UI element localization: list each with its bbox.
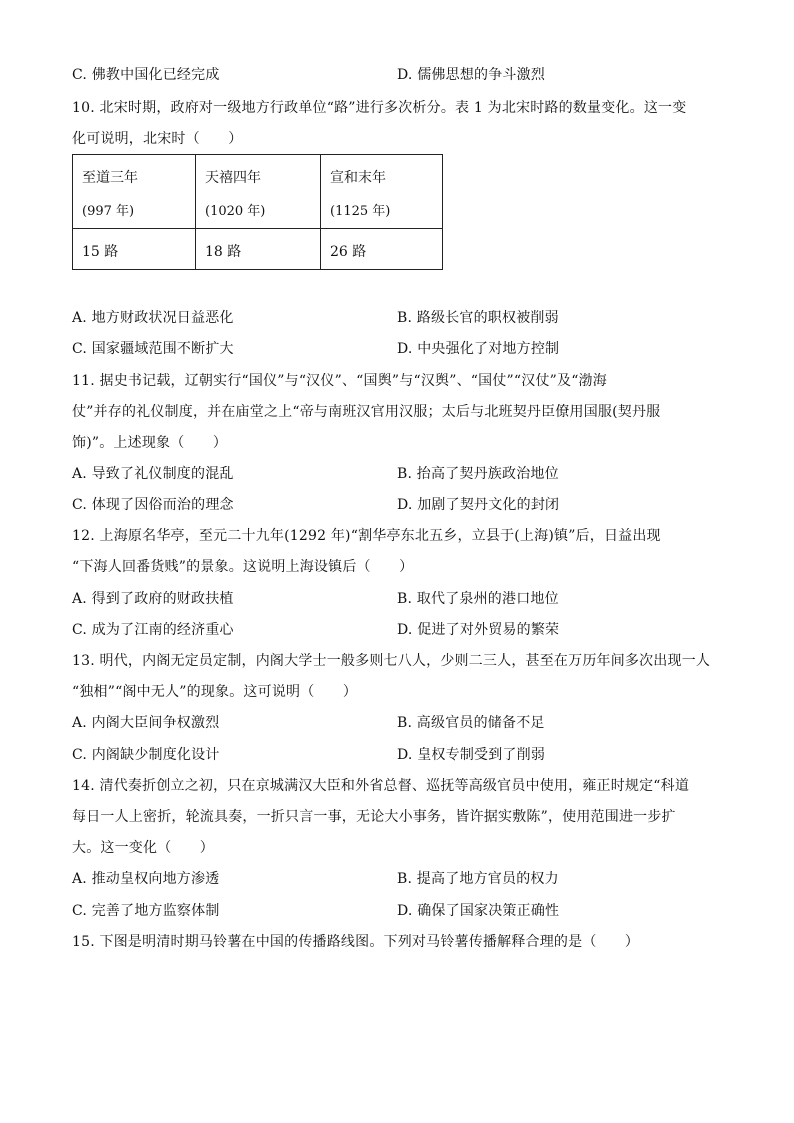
- header-era-name: 天禧四年: [205, 170, 261, 186]
- header-era-name: 至道三年: [82, 170, 138, 186]
- table-cell: 26 路: [321, 229, 443, 270]
- q14-stem-line-1: 14. 清代奏折创立之初，只在京城满汉大臣和外省总督、巡抚等高级官员中使用，雍正时规定“科道: [72, 778, 690, 794]
- q14-stem-line-2: 每日一人上密折，轮流具奏，一折只言一事，无论大小事务，皆许据实敷陈”，使用范围进一步扩: [72, 809, 676, 825]
- table-header-row: [73, 155, 443, 229]
- q11-option-d: D. 加剧了契丹文化的封闭: [397, 497, 560, 513]
- q11-option-b: B. 抬高了契丹族政治地位: [397, 466, 559, 482]
- q11-stem-line-2: 仗”并存的礼仪制度，并在庙堂之上“帝与南班汉官用汉服；太后与北班契丹臣僚用国服(契丹服: [72, 404, 661, 420]
- q12-stem-line-2: “下海人回番货贱”的景象。这说明上海设镇后（ ）: [72, 559, 414, 575]
- q13-stem-line-2: “独相”“阁中无人”的现象。这可说明（ ）: [72, 684, 358, 700]
- q10-option-b: B. 路级长官的职权被削弱: [397, 310, 559, 326]
- header-year: (1020 年): [205, 204, 266, 219]
- q12-stem-line-1: 12. 上海原名华亭，至元二十九年(1292 年)“割华亭东北五乡，立县于(上海)镇”后，日益出现: [72, 528, 661, 544]
- q13-option-d: D. 皇权专制受到了削弱: [397, 747, 546, 763]
- table-header-cell: [321, 155, 443, 229]
- table-row: [73, 229, 443, 270]
- q14-option-d: D. 确保了国家决策正确性: [397, 903, 560, 919]
- table-header-cell: [196, 155, 321, 229]
- header-year: (997 年): [82, 204, 135, 219]
- q10-table: [72, 154, 443, 270]
- q12-option-a: A. 得到了政府的财政扶植: [72, 591, 234, 607]
- q11-stem-line-3: 饰)”。上述现象（ ）: [72, 435, 228, 451]
- table-header-cell: [73, 155, 196, 229]
- q14-option-a: A. 推动皇权向地方渗透: [72, 871, 220, 887]
- table-cell: 18 路: [196, 229, 321, 270]
- q10-option-a: A. 地方财政状况日益恶化: [72, 310, 234, 326]
- q14-option-b: B. 提高了地方官员的权力: [397, 871, 559, 887]
- q11-stem-line-1: 11. 据史书记载，辽朝实行“国仪”与“汉仪”、“国舆”与“汉舆”、“国仗”“汉仗”及“渤海: [72, 373, 607, 389]
- q13-option-a: A. 内阁大臣间争权激烈: [72, 715, 220, 731]
- header-era-name: 宣和末年: [330, 170, 386, 186]
- q9-option-c: C. 佛教中国化已经完成: [72, 67, 220, 83]
- table-cell: 15 路: [73, 229, 196, 270]
- q10-stem-line-1: 10. 北宋时期，政府对一级地方行政单位“路”进行多次析分。表 1 为北宋时路的数量变化。这一变: [72, 100, 687, 116]
- q11-option-c: C. 体现了因俗而治的理念: [72, 497, 234, 513]
- q12-option-d: D. 促进了对外贸易的繁荣: [397, 622, 560, 638]
- header-year: (1125 年): [330, 204, 391, 219]
- q10-option-d: D. 中央强化了对地方控制: [397, 341, 560, 357]
- q10-stem-line-2: 化可说明，北宋时（ ）: [72, 131, 243, 147]
- q13-stem-line-1: 13. 明代，内阁无定员定制，内阁大学士一般多则七八人，少则二三人，甚至在万历年间多次出现一人: [72, 653, 711, 669]
- q14-option-c: C. 完善了地方监察体制: [72, 903, 220, 919]
- q11-option-a: A. 导致了礼仪制度的混乱: [72, 466, 234, 482]
- q15-stem-line-1: 15. 下图是明清时期马铃薯在中国的传播路线图。下列对马铃薯传播解释合理的是（ ）: [72, 934, 640, 950]
- q12-option-b: B. 取代了泉州的港口地位: [397, 591, 559, 607]
- q10-option-c: C. 国家疆域范围不断扩大: [72, 341, 234, 357]
- q14-stem-line-3: 大。这一变化（ ）: [72, 840, 214, 856]
- q13-option-c: C. 内阁缺少制度化设计: [72, 747, 220, 763]
- q13-option-b: B. 高级官员的储备不足: [397, 715, 545, 731]
- q12-option-c: C. 成为了江南的经济重心: [72, 622, 234, 638]
- q9-option-d: D. 儒佛思想的争斗激烈: [397, 67, 546, 83]
